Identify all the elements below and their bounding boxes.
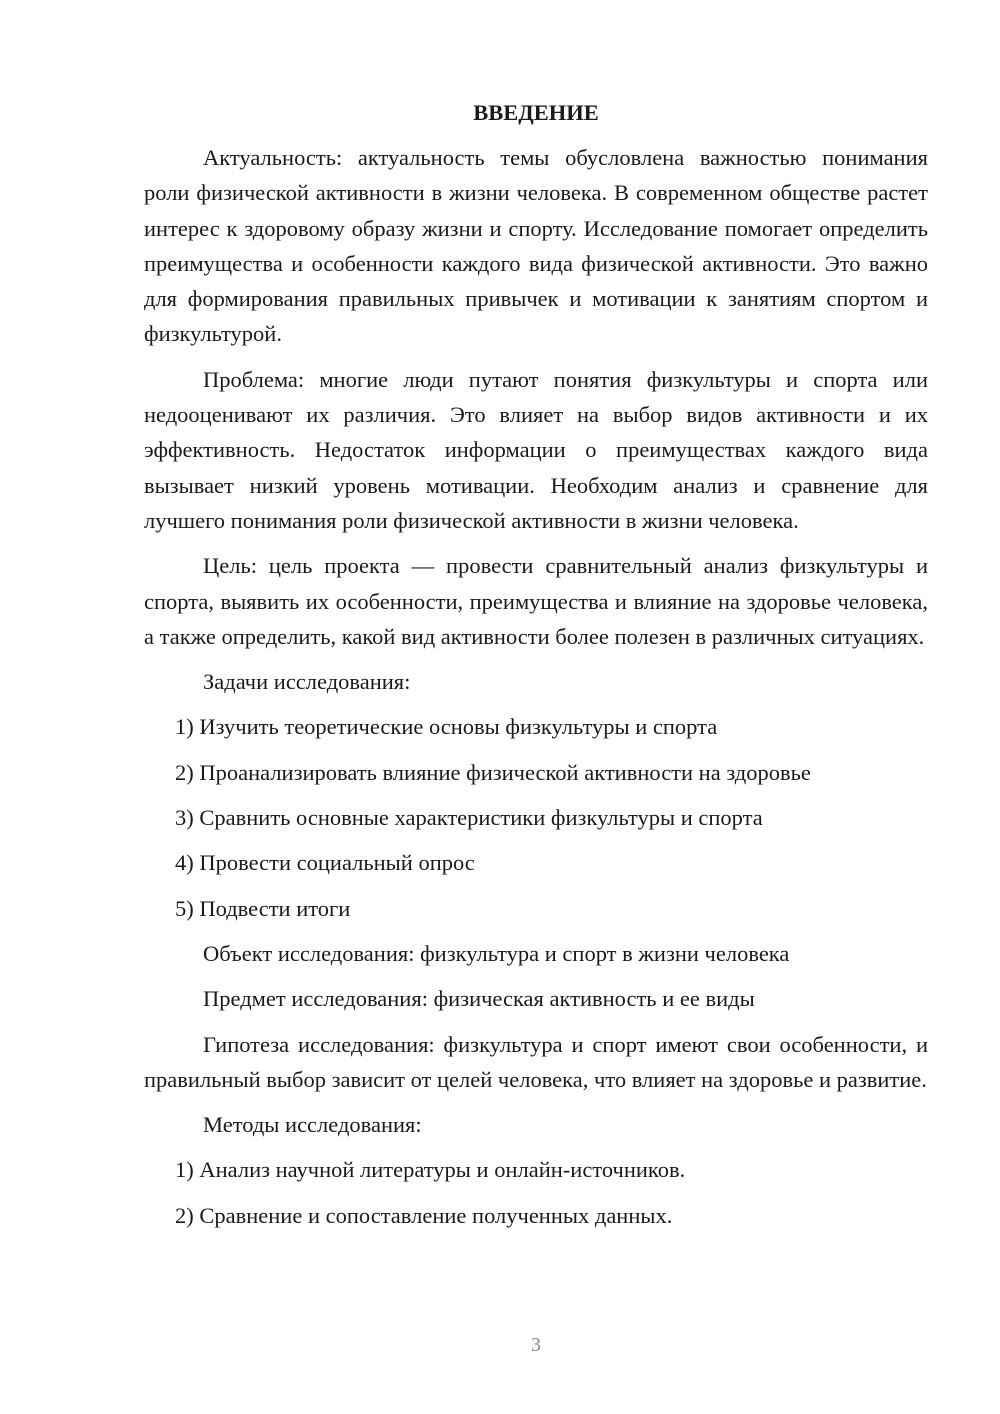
subject-line: Предмет исследования: физическая активность и ее виды [203, 986, 755, 1012]
problem-paragraph: Проблема: многие люди путают понятия физкультуры и спорта или недооценивают их различия. Это влияет на выбор видов активности и их эффективность. Недостаток информации о преимуществах каждого вида вызывает низкий уровень мотивации. Необходим анализ и сравнение для лучшего понимания роли физической активности в жизни человека. [144, 366, 928, 533]
section-title: ВВЕДЕНИЕ [473, 100, 599, 125]
object-line: Объект исследования: физкультура и спорт в жизни человека [203, 940, 790, 966]
task-item: 2) Проанализировать влияние физической активности на здоровье [175, 759, 811, 785]
goal-paragraph: Цель: цель проекта — провести сравнительный анализ физкультуры и спорта, выявить их особенности, преимущества и влияние на здоровье человека, а также определить, какой вид активности более полезен в различных ситуациях. [144, 553, 928, 649]
hypothesis-paragraph: Гипотеза исследования: физкультура и спорт имеют свои особенности, и правильный выбор зависит от целей человека, что влияет на здоровье и развитие. [144, 1031, 928, 1092]
relevance-paragraph: Актуальность: актуальность темы обусловлена важностью понимания роли физической активности в жизни человека. В современном обществе растет интерес к здоровому образу жизни и спорту. Исследование помогает определить преимущества и особенности каждого вида физической активности. Это важно для формирования правильных привычек и мотивации к занятиям спортом и физкультурой. [144, 145, 928, 347]
tasks-label: Задачи исследования: [203, 669, 411, 695]
method-item: 1) Анализ научной литературы и онлайн-источников. [175, 1157, 686, 1183]
task-item: 5) Подвести итоги [175, 895, 351, 921]
page-number: 3 [531, 1334, 541, 1356]
task-item: 1) Изучить теоретические основы физкультуры и спорта [175, 714, 718, 740]
method-item: 2) Сравнение и сопоставление полученных данных. [175, 1202, 673, 1228]
task-item: 4) Провести социальный опрос [175, 850, 475, 876]
task-item: 3) Сравнить основные характеристики физкультуры и спорта [175, 805, 763, 831]
methods-label: Методы исследования: [203, 1112, 422, 1138]
page-content [144, 95, 928, 1243]
